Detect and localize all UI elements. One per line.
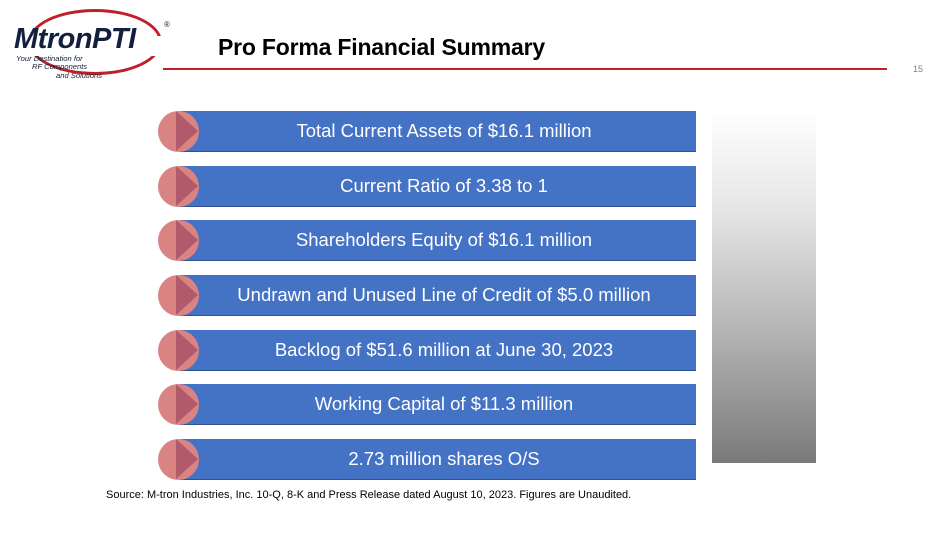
- summary-item-label: Current Ratio of 3.38 to 1: [340, 175, 548, 196]
- summary-item: [158, 330, 698, 372]
- logo-registered-mark: ®: [164, 20, 170, 29]
- summary-item-bar: [180, 220, 696, 261]
- summary-item: [158, 220, 698, 262]
- summary-item-label: Shareholders Equity of $16.1 million: [295, 229, 593, 250]
- summary-item-bar: [180, 166, 696, 207]
- pie-bullet-icon: [158, 111, 199, 152]
- decorative-gradient-panel: [712, 110, 816, 463]
- pie-bullet-icon: [158, 220, 199, 261]
- summary-item-bar: [180, 330, 696, 371]
- slide-title: Pro Forma Financial Summary: [218, 34, 545, 60]
- summary-item: [158, 384, 698, 426]
- pie-bullet-icon: [158, 439, 199, 480]
- summary-item-label: Total Current Assets of $16.1 million: [296, 120, 592, 141]
- page-number: 15: [913, 64, 924, 74]
- pie-bullet-icon: [158, 384, 199, 425]
- company-logo: [10, 6, 170, 80]
- summary-item-bar: [180, 275, 696, 316]
- logo-wordmark: MtronPTI: [14, 23, 136, 55]
- summary-item: [158, 275, 698, 317]
- summary-item-label: Working Capital of $11.3 million: [314, 393, 574, 414]
- pie-bullet-icon: [158, 275, 199, 316]
- logo-tagline: Your Destination for RF Components and Solutions: [16, 54, 103, 80]
- summary-item-label: Backlog of $51.6 million at June 30, 2023: [274, 339, 614, 360]
- pie-bullet-icon: [158, 330, 199, 371]
- summary-item: [158, 111, 698, 153]
- summary-item-label: 2.73 million shares O/S: [348, 448, 540, 469]
- summary-item-bar: [180, 439, 696, 480]
- summary-item-label: Undrawn and Unused Line of Credit of $5.0 million: [237, 284, 651, 305]
- summary-item: [158, 166, 698, 208]
- summary-item: [158, 439, 698, 481]
- summary-item-bar: [180, 384, 696, 425]
- summary-item-bar: [180, 111, 696, 152]
- source-footnote: Source: M-tron Industries, Inc. 10-Q, 8-K and Press Release dated August 10, 2023. Figures are Unaudited.: [106, 489, 632, 501]
- pie-bullet-icon: [158, 166, 199, 207]
- title-underline: [163, 68, 887, 70]
